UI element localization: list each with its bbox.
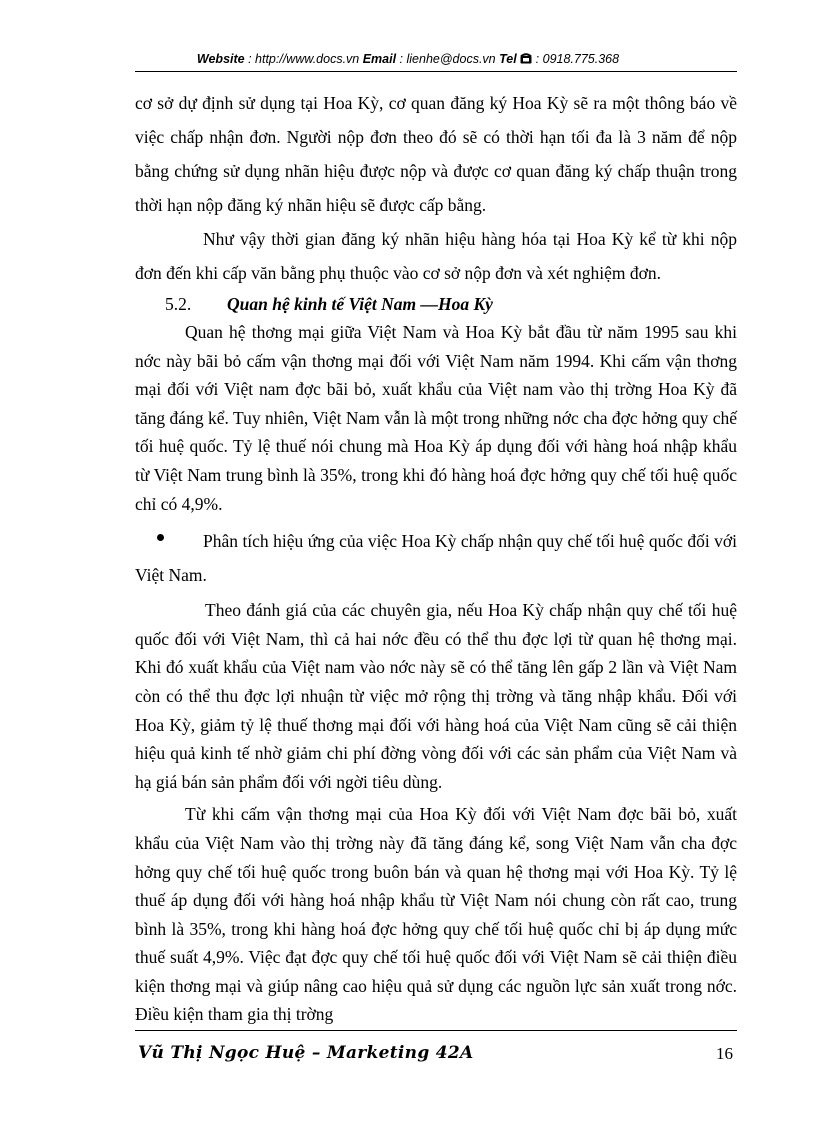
email-label: Email: [362, 52, 397, 66]
footer-author: Vũ Thị Ngọc Huệ – Marketing 42A: [138, 1043, 474, 1063]
footer-divider: [135, 1030, 737, 1031]
section-heading: [135, 290, 737, 318]
header-divider: [135, 71, 737, 72]
email-value: : lienhe@docs.vn: [396, 52, 500, 66]
bullet-icon: [157, 534, 164, 541]
page-number: 16: [716, 1044, 733, 1063]
section-number: 5.2.: [165, 294, 192, 314]
paragraph-5: Từ khi cấm vận thơng mại của Hoa Kỳ đối với Việt Nam đợc bãi bỏ, xuất khẩu của Việt Nam vào thị trờng này đã tăng đáng kể, song Việt Nam vẫn cha đợc hởng quy chế tối huệ quốc trong buôn bán và quan hệ thơng mại với Hoa Kỳ. Tỷ lệ thuế áp dụng đối với hàng hoá nhập khẩu từ Việt Nam nói chung còn rất cao, trung bình là 35%, trong khi hàng hoá đợc hởng quy chế tối huệ quốc chỉ bị áp dụng mức thuế suất 4,9%. Việc đạt đợc quy chế tối huệ quốc đối với Việt Nam sẽ cải thiện điều kiện thơng mại và giúp nâng cao hiệu quả sử dụng các nguồn lực sản xuất trong nớc. Điều kiện tham gia thị trờng: [135, 804, 737, 1025]
paragraph-1: cơ sở dự định sử dụng tại Hoa Kỳ, cơ quan đăng ký Hoa Kỳ sẽ ra một thông báo về việc chấp nhận đơn. Người nộp đơn theo đó sẽ có thời hạn tối đa là 3 năm để nộp bằng chứng sử dụng nhãn hiệu được nộp và được cơ quan đăng ký chấp thuận trong thời hạn nộp đăng ký nhãn hiệu sẽ được cấp bằng.: [135, 93, 737, 215]
website-value: : http://www.docs.vn: [244, 52, 363, 66]
section-title: Quan hệ kinh tế Việt Nam —Hoa Kỳ: [227, 294, 493, 314]
website-label: Website: [196, 52, 245, 66]
bullet-item: [135, 524, 737, 592]
paragraph-4: Theo đánh giá của các chuyên gia, nếu Hoa Kỳ chấp nhận quy chế tối huệ quốc đối với Việt Nam, thì cả hai nớc đều có thể thu đợc lợi từ quan hệ thơng mại. Khi đó xuất khẩu của Việt nam vào nớc này sẽ có thể tăng lên gấp 2 lần và Việt Nam còn có thể thu đợc lợi nhuận từ việc mở rộng thị trờng và tăng nhập khẩu. Đối với Hoa Kỳ, giảm tỷ lệ thuế thơng mại đối với hàng hoá của Việt Nam cũng sẽ cải thiện hiệu quả kinh tế nhờ giảm chi phí đờng vòng đối với các sản phẩm của Việt Nam và hạ giá bán sản phẩm đối với ngời tiêu dùng.: [135, 600, 737, 792]
paragraph-2: Như vậy thời gian đăng ký nhãn hiệu hàng hóa tại Hoa Kỳ kể từ khi nộp đơn đến khi cấp văn bằng phụ thuộc vào cơ sở nộp đơn và xét nghiệm đơn.: [135, 229, 737, 283]
page-header: [0, 52, 816, 67]
tel-value: : 0918.775.368: [532, 52, 620, 66]
phone-icon: [520, 53, 532, 67]
document-body: [135, 86, 737, 1029]
bullet-text: Phân tích hiệu ứng của việc Hoa Kỳ chấp nhận quy chế tối huệ quốc đối với Việt Nam.: [135, 531, 737, 586]
paragraph-3: Quan hệ thơng mại giữa Việt Nam và Hoa Kỳ bắt đầu từ năm 1995 sau khi nớc này bãi bỏ cấm vận thơng mại đối với Việt Nam năm 1994. Khi cấm vận thơng mại đối với Việt nam đợc bãi bỏ, xuất khẩu của Việt nam vào thị trờng Hoa Kỳ đã tăng đáng kể. Tuy nhiên, Việt Nam vẫn là một trong những nớc cha đợc hởng quy chế tối huệ quốc. Tỷ lệ thuế nói chung mà Hoa Kỳ áp dụng đối với hàng hoá nhập khẩu từ Việt Nam trung bình là 35%, trong khi đó hàng hoá đợc hởng quy chế tối huệ quốc chỉ có 4,9%.: [135, 322, 737, 514]
tel-label: Tel: [499, 52, 517, 66]
